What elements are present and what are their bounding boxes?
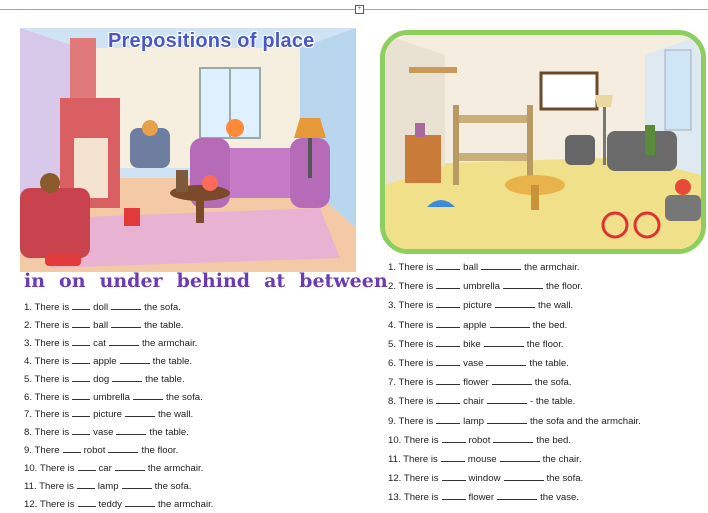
sentence-start: There is	[398, 396, 434, 408]
sentence-end: the sofa.	[154, 481, 192, 492]
sentence-end: the table.	[149, 427, 189, 439]
sentence-noun: vase	[93, 427, 114, 439]
sentence-number: 11.	[24, 481, 40, 492]
sentence-number: 4.	[24, 355, 35, 367]
sentence-start: There is	[34, 355, 70, 367]
exercise-sentence	[24, 373, 185, 385]
preposition-blank-field[interactable]	[493, 434, 533, 443]
preposition-blank-field[interactable]	[115, 462, 145, 471]
preposition-blank-field[interactable]	[111, 301, 141, 310]
sentence-number: 12.	[388, 473, 404, 485]
sentence-end: the sofa.	[534, 377, 572, 389]
sentence-end: the floor.	[545, 281, 583, 293]
sentence-end: the vase.	[540, 492, 580, 504]
preposition-word: behind	[176, 270, 251, 292]
sentence-start: There is	[403, 434, 439, 446]
blank-field[interactable]	[436, 357, 460, 366]
exercise-sentence	[24, 444, 178, 456]
sentence-end: the wall.	[537, 300, 574, 312]
sentence-number: 6.	[24, 391, 35, 403]
blank-field[interactable]	[72, 337, 90, 346]
sentence-end: the armchair.	[141, 337, 198, 349]
exercise-sentence	[24, 337, 197, 349]
sentence-start: There is	[34, 337, 70, 349]
blank-field[interactable]	[72, 391, 90, 400]
sentence-number: 10.	[24, 463, 40, 475]
sentence-number: 2.	[24, 319, 35, 331]
sentence-end: the table.	[529, 358, 569, 369]
sentence-end: the armchair.	[157, 498, 214, 510]
blank-field[interactable]	[436, 280, 460, 289]
sentence-noun: bike	[463, 338, 481, 350]
sentence-end: the wall.	[157, 409, 194, 421]
sentence-start: There is	[34, 302, 70, 313]
preposition-blank-field[interactable]	[487, 415, 527, 424]
blank-field[interactable]	[436, 261, 460, 270]
sentence-noun: lamp	[97, 481, 119, 492]
preposition-blank-field[interactable]	[492, 376, 532, 385]
sentence-start: There is	[34, 373, 70, 385]
preposition-blank-field[interactable]	[125, 498, 155, 507]
exercise-sentence	[24, 462, 203, 474]
living-room-illustration	[20, 28, 356, 272]
sentence-noun: window	[468, 473, 501, 485]
sentence-end: the sofa.	[165, 391, 203, 403]
sentence-noun: ball	[93, 319, 109, 331]
preposition-word: on	[59, 270, 86, 292]
sentence-end: the floor.	[526, 338, 564, 350]
blank-field[interactable]	[436, 376, 460, 385]
sentence-number: 8.	[24, 427, 35, 439]
sentence-number: 4.	[388, 319, 399, 331]
exercise-sentence	[388, 357, 569, 369]
blank-field[interactable]	[72, 408, 90, 417]
sentence-noun: cat	[93, 337, 106, 349]
document-top-rule	[0, 9, 708, 10]
sentence-noun: robot	[468, 434, 491, 446]
preposition-word: in	[24, 270, 46, 292]
sentence-start: There is	[34, 391, 70, 403]
preposition-word: under	[99, 270, 163, 292]
exercise-sentence	[388, 472, 583, 484]
preposition-blank-field[interactable]	[497, 491, 537, 500]
sentence-number: 2.	[388, 281, 399, 293]
sentence-noun: car	[98, 463, 112, 475]
preposition-blank-field[interactable]	[111, 319, 141, 328]
preposition-word: at	[264, 270, 286, 292]
sentence-start: There is	[39, 481, 74, 492]
sentence-noun: umbrella	[463, 281, 500, 293]
sentence-number: 8.	[388, 396, 399, 408]
preposition-blank-field[interactable]	[133, 391, 163, 400]
sentence-noun: picture	[93, 409, 122, 421]
sentence-end: the chair.	[542, 454, 582, 465]
sentence-noun: flower	[463, 377, 489, 389]
sentence-number: 3.	[388, 300, 399, 312]
sentence-end: the bed.	[536, 434, 572, 446]
exercise-sentence	[388, 319, 567, 331]
preposition-blank-field[interactable]	[500, 453, 540, 462]
sentence-noun: flower	[468, 492, 495, 504]
sentence-number: 11.	[388, 454, 404, 465]
sentence-end: the table.	[152, 355, 193, 367]
sentence-end: the armchair.	[147, 463, 204, 475]
exercise-sentence	[24, 391, 203, 403]
blank-field[interactable]	[436, 299, 460, 308]
sentence-start: There is	[398, 377, 434, 389]
preposition-blank-field[interactable]	[122, 480, 152, 489]
blank-field[interactable]	[441, 453, 465, 462]
exercise-sentence	[388, 434, 571, 446]
sentence-noun: dog	[93, 373, 110, 385]
sentence-end: the sofa and the armchair.	[529, 415, 641, 427]
sentence-start: There is	[39, 463, 75, 475]
prepositions-row	[24, 270, 402, 292]
sentence-end: - the table.	[529, 396, 576, 408]
preposition-blank-field[interactable]	[108, 444, 138, 453]
blank-field[interactable]	[442, 491, 466, 500]
sentence-start: There is	[403, 473, 439, 485]
sentence-noun: umbrella	[93, 391, 130, 403]
sentence-number: 6.	[388, 358, 399, 369]
sentence-number: 1.	[388, 262, 399, 273]
preposition-blank-field[interactable]	[490, 319, 530, 328]
exercise-sentence	[388, 415, 641, 427]
sentence-start: There is	[39, 498, 75, 510]
sentence-number: 9.	[388, 415, 399, 427]
sentence-start: There	[34, 445, 60, 457]
sentence-end: the table.	[145, 373, 185, 385]
exercise-sentence	[24, 355, 192, 367]
preposition-blank-field[interactable]	[116, 426, 146, 435]
sentence-end: the floor.	[141, 445, 179, 457]
sentence-start: There is	[398, 300, 434, 312]
preposition-blank-field[interactable]	[484, 338, 524, 347]
sentence-noun: robot	[83, 445, 106, 457]
sentence-noun: mouse	[467, 454, 497, 465]
blank-field[interactable]	[436, 415, 460, 424]
preposition-blank-field[interactable]	[481, 261, 521, 270]
preposition-blank-field[interactable]	[486, 357, 526, 366]
sentence-number: 12.	[24, 498, 40, 510]
blank-field[interactable]	[442, 472, 466, 481]
bedroom-illustration	[380, 30, 706, 254]
sentence-end: the armchair.	[524, 262, 580, 273]
sentence-noun: apple	[463, 319, 487, 331]
sentence-start: There is	[34, 409, 70, 421]
sentence-start: There is	[403, 454, 438, 465]
sentence-end: the table.	[144, 319, 184, 331]
sentence-noun: vase	[463, 358, 484, 369]
blank-field[interactable]	[436, 338, 460, 347]
exercise-sentence	[388, 280, 583, 292]
exercise-sentence	[388, 453, 582, 465]
blank-field[interactable]	[77, 480, 95, 489]
exercise-sentence	[388, 491, 579, 503]
sentence-start: There is	[398, 415, 434, 427]
sentence-number: 10.	[388, 434, 404, 446]
sentence-start: There is	[398, 319, 434, 331]
exercise-sentence	[388, 376, 572, 388]
sentence-start: There is	[398, 338, 434, 350]
blank-field[interactable]	[72, 319, 90, 328]
exercise-sentence	[24, 498, 213, 510]
sentence-start: There is	[398, 281, 434, 293]
preposition-blank-field[interactable]	[112, 373, 142, 382]
preposition-blank-field[interactable]	[495, 299, 535, 308]
exercise-sentence	[388, 299, 573, 311]
exercise-sentence	[24, 408, 193, 420]
sentence-number: 3.	[24, 337, 35, 349]
sentence-noun: doll	[93, 302, 109, 313]
sentence-end: the sofa.	[144, 302, 181, 313]
exercise-sentence	[388, 338, 564, 350]
blank-field[interactable]	[78, 462, 96, 471]
preposition-blank-field[interactable]	[125, 408, 155, 417]
preposition-blank-field[interactable]	[109, 337, 139, 346]
sentence-number: 7.	[388, 377, 399, 389]
sentence-end: the bed.	[532, 319, 568, 331]
sentence-start: There is	[398, 262, 434, 273]
sentence-noun: picture	[463, 300, 492, 312]
exercise-sentence	[24, 319, 184, 331]
exercise-sentence	[24, 426, 189, 438]
sentence-start: There is	[34, 427, 70, 439]
preposition-blank-field[interactable]	[504, 472, 544, 481]
sentence-start: There is	[34, 319, 70, 331]
preposition-blank-field[interactable]	[503, 280, 543, 289]
exercise-sentence	[24, 301, 181, 313]
sentence-noun: ball	[463, 262, 479, 273]
sentence-noun: lamp	[463, 415, 484, 427]
blank-field[interactable]	[72, 301, 90, 310]
blank-field[interactable]	[442, 434, 466, 443]
preposition-blank-field[interactable]	[120, 355, 150, 364]
preposition-blank-field[interactable]	[487, 395, 527, 404]
sentence-number: 9.	[24, 445, 35, 457]
blank-field[interactable]	[78, 498, 96, 507]
blank-field[interactable]	[63, 444, 81, 453]
sentence-start: There is	[398, 358, 434, 369]
sentence-start: There is	[403, 492, 439, 504]
blank-field[interactable]	[72, 355, 90, 364]
sentence-number: 7.	[24, 409, 35, 421]
object-anchor-handle[interactable]: +	[355, 5, 364, 14]
preposition-word: between	[299, 270, 388, 292]
sentence-number: 5.	[24, 373, 35, 385]
blank-field[interactable]	[436, 395, 460, 404]
exercise-sentence	[388, 261, 580, 273]
sentence-number: 5.	[388, 338, 399, 350]
sentence-number: 13.	[388, 492, 404, 504]
blank-field[interactable]	[436, 319, 460, 328]
page-title: Prepositions of place	[108, 30, 315, 52]
sentence-noun: teddy	[98, 498, 122, 510]
exercise-sentence	[24, 480, 191, 492]
exercise-sentence	[388, 395, 575, 407]
blank-field[interactable]	[72, 373, 90, 382]
sentence-end: the sofa.	[546, 473, 584, 485]
sentence-number: 1.	[24, 302, 35, 313]
blank-field[interactable]	[72, 426, 90, 435]
sentence-noun: chair	[463, 396, 484, 408]
sentence-noun: apple	[93, 355, 117, 367]
